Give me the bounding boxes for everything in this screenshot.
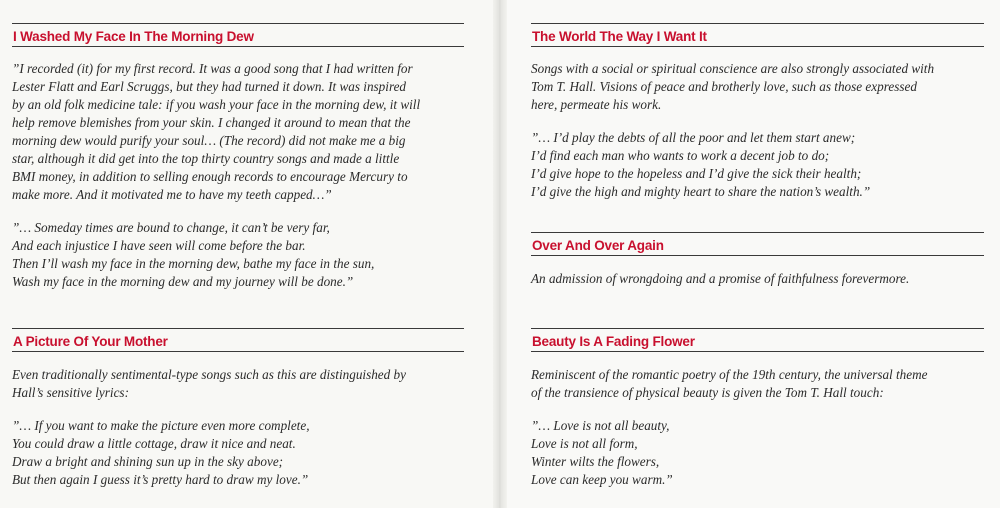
section-paragraph: Songs with a social or spiritual conscience are also strongly associated with Tom T. Hall. Visions of peace and brotherly love, such as those expressed here, permeate his work. (531, 61, 935, 112)
title-underline (531, 351, 984, 352)
section-title: Over And Over Again (532, 238, 664, 253)
section-paragraph: An admission of wrongdoing and a promise of faithfulness forevermore. (531, 271, 910, 286)
section-lyrics: ”… I’d play the debts of all the poor and let them start anew; I’d find each man who wants to work a decent job to do; I’d give hope to the hopeless and I’d give the sick their health; I’d give the high and mighty heart to share the nation’s wealth.” (531, 130, 871, 199)
title-underline (531, 255, 984, 256)
title-underline (12, 351, 464, 352)
section-lyrics: ”… Love is not all beauty, Love is not all form, Winter wilts the flowers, Love can keep you warm.” (531, 418, 673, 487)
section-beauty-is-a-fading-flower (531, 328, 984, 489)
section-paragraph: Even traditionally sentimental-type songs such as this are distinguished by Hall’s sensitive lyrics: (12, 367, 406, 400)
page-spine (493, 0, 507, 508)
section-paragraph: Reminiscent of the romantic poetry of the 19th century, the universal theme of the transience of physical beauty is given the Tom T. Hall touch: (531, 367, 928, 400)
title-underline (12, 46, 464, 47)
section-morning-dew (12, 23, 464, 291)
section-title: A Picture Of Your Mother (13, 334, 168, 349)
section-title: Beauty Is A Fading Flower (532, 334, 695, 349)
section-world-the-way-i-want-it (531, 23, 984, 201)
section-over-and-over-again (531, 232, 984, 288)
section-lyrics: ”… If you want to make the picture even more complete, You could draw a little cottage, draw it nice and neat. Draw a bright and shining sun up in the sky above; But then again I guess it’s pretty hard to draw my love.” (12, 418, 310, 487)
section-title: I Washed My Face In The Morning Dew (13, 29, 254, 44)
section-picture-of-your-mother (12, 328, 464, 489)
section-title: The World The Way I Want It (532, 29, 707, 44)
section-lyrics: ”… Someday times are bound to change, it can’t be very far, And each injustice I have seen will come before the bar. Then I’ll wash my face in the morning dew, bathe my face in the sun, Wash my face in the morning dew and my journey will be done.” (12, 220, 375, 289)
section-paragraph: ”I recorded (it) for my first record. It was a good song that I had written for Lester Flatt and Earl Scruggs, but they had turned it down. It was inspired by an old folk medicine tale: if you wash your face in the morning dew, it will help remove blemishes from your skin. I changed it around to mean that the morning dew would purify your soul… (The record) did not make me a big star, although it did get into the top thirty country songs and made a little BMI money, in addition to selling enough records to encourage Mercury to make more. And it motivated me to have my teeth capped…” (12, 61, 421, 202)
title-underline (531, 46, 984, 47)
